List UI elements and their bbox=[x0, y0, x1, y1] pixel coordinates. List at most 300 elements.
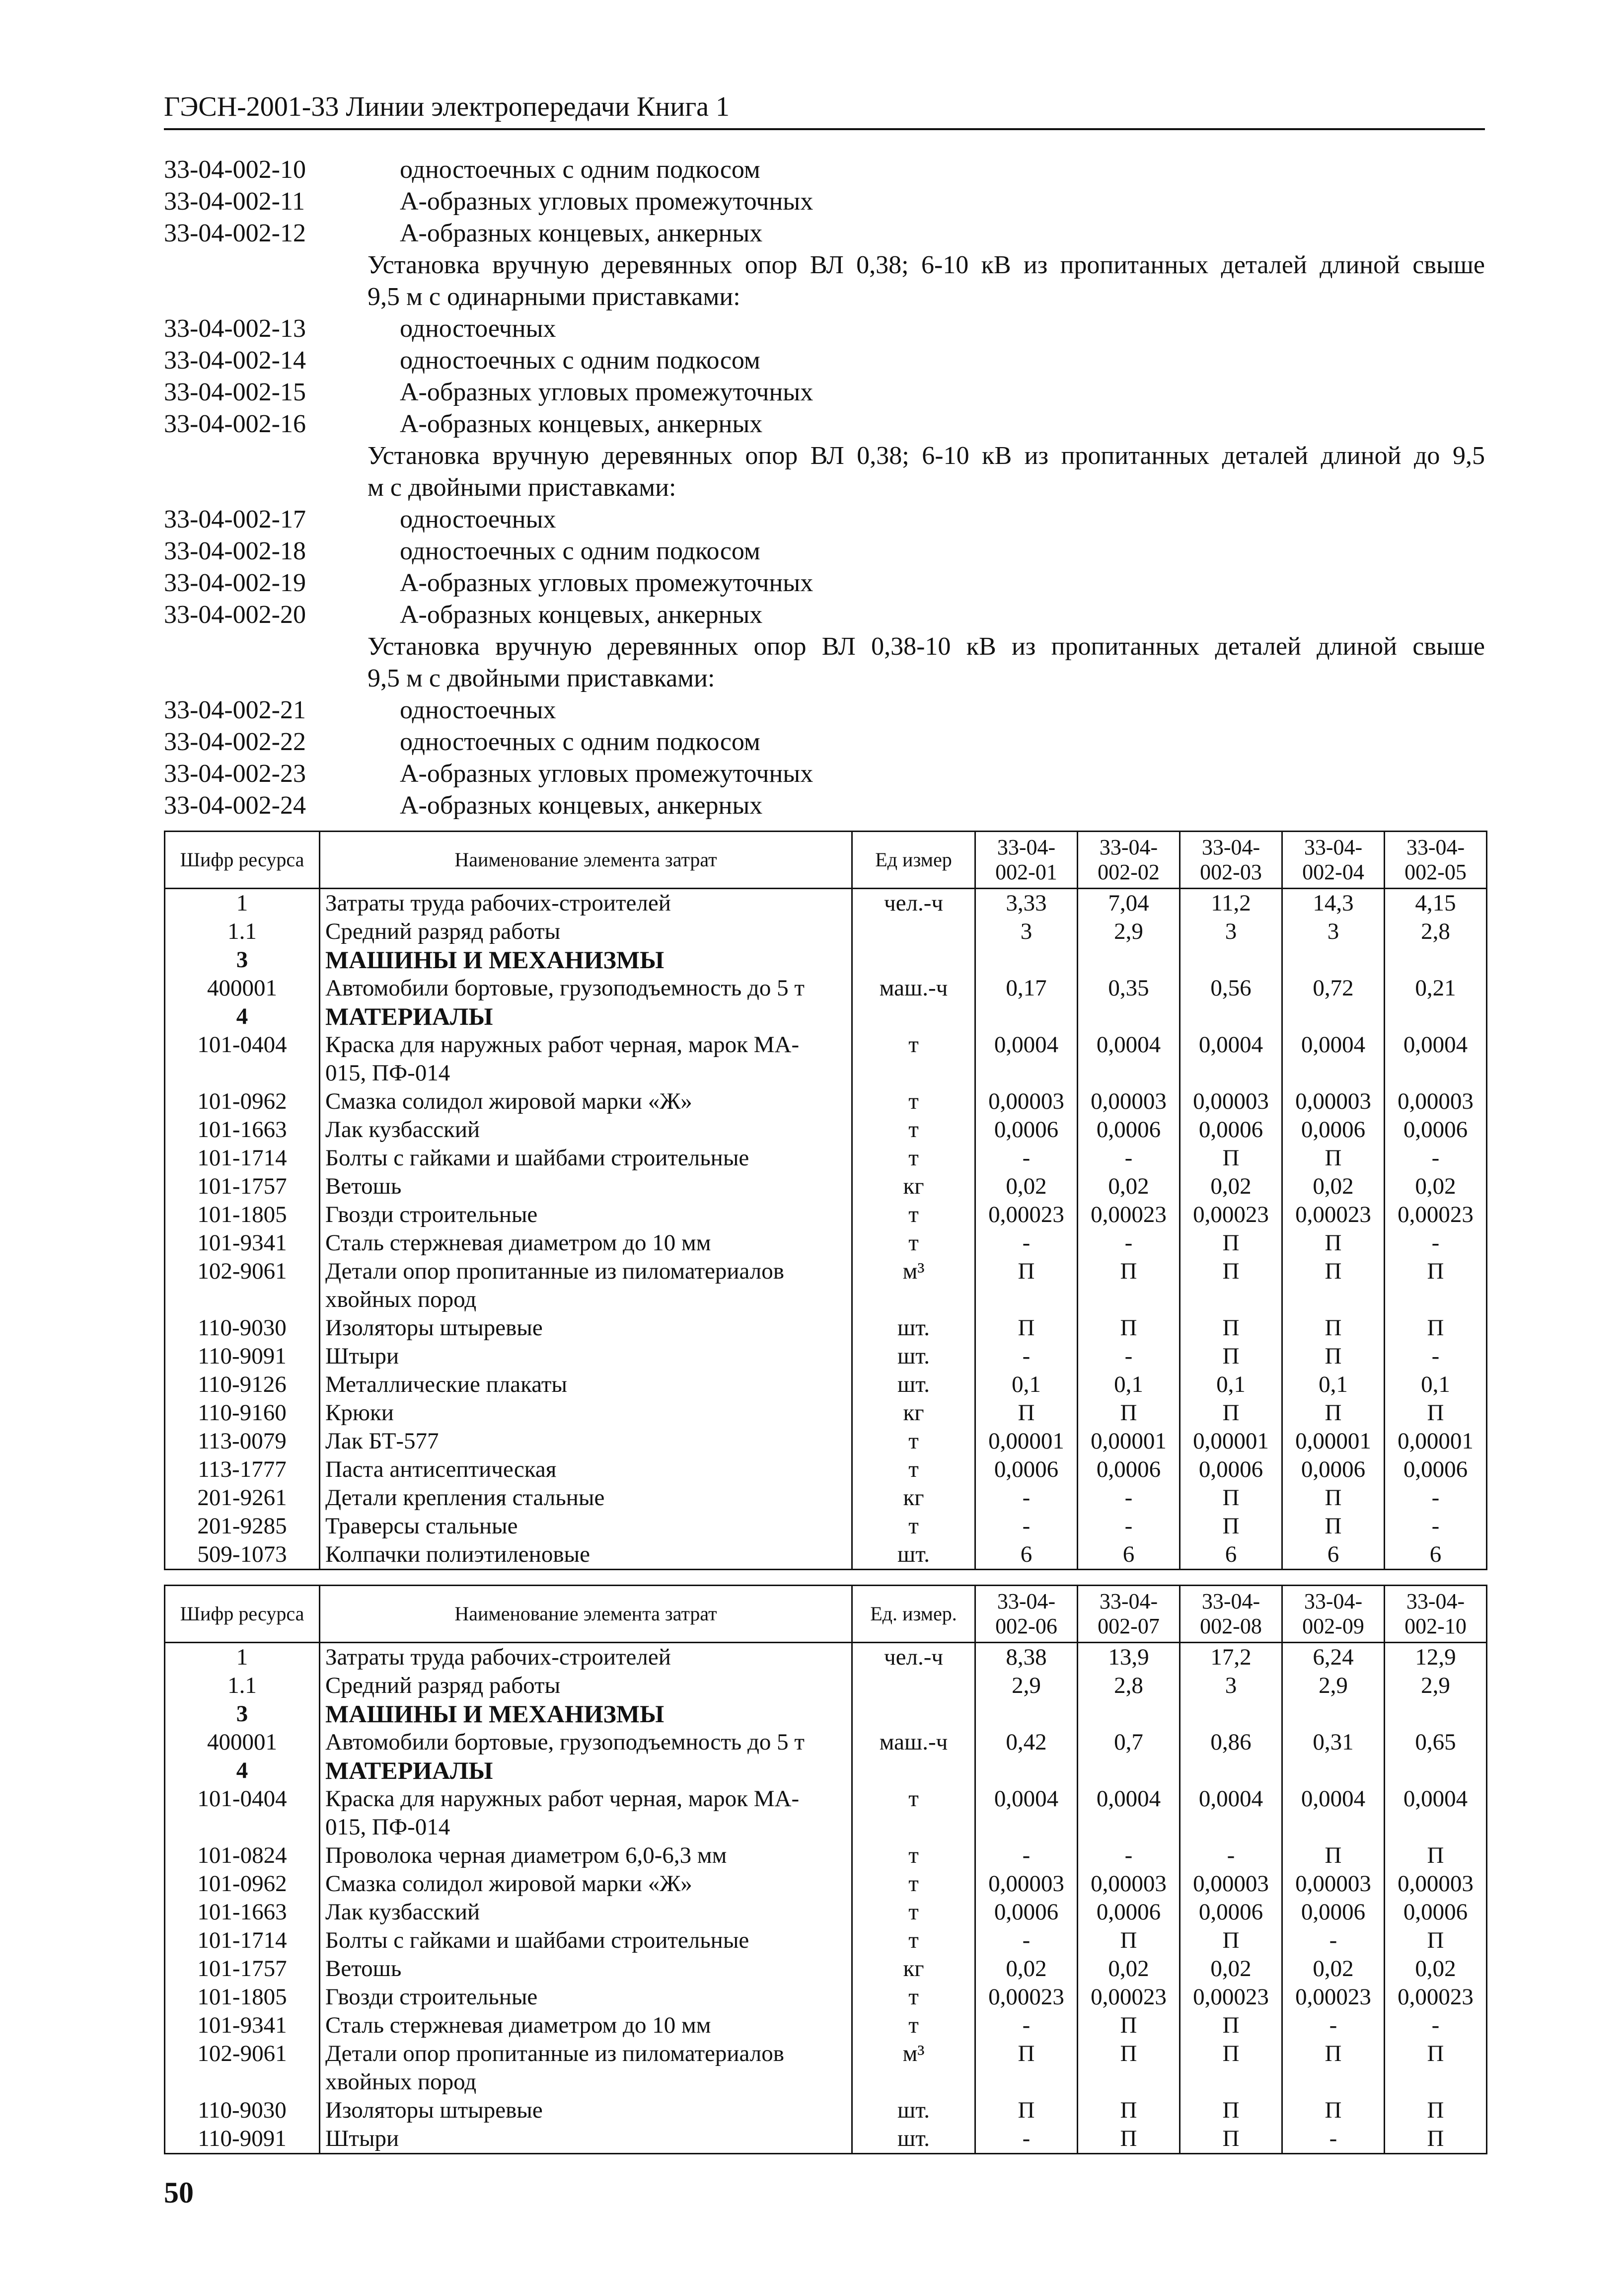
table-row bbox=[165, 1201, 1487, 1229]
value-cell: 0,02 bbox=[1385, 1955, 1487, 1983]
resource-unit: т bbox=[852, 1229, 975, 1257]
resource-code: 1.1 bbox=[165, 1672, 320, 1700]
value-cell bbox=[1282, 1700, 1385, 1728]
header-norm-column bbox=[1180, 832, 1282, 889]
value-cell: - bbox=[1385, 1229, 1487, 1257]
resource-code: 101-1757 bbox=[165, 1172, 320, 1201]
table-row bbox=[165, 1116, 1487, 1144]
value-cell: 0,0006 bbox=[1180, 1455, 1282, 1484]
value-cell: П bbox=[1282, 1314, 1385, 1342]
header-norm-column bbox=[975, 832, 1078, 889]
resource-code: 101-0404 bbox=[165, 1031, 320, 1087]
resource-name-line: Детали крепления стальные bbox=[325, 1485, 605, 1511]
norm-code: 33-04-002-24 bbox=[164, 791, 306, 820]
code-list-item bbox=[164, 726, 1485, 758]
value-cell: 0,0006 bbox=[975, 1898, 1078, 1926]
value-cell: П bbox=[1180, 1229, 1282, 1257]
header-norm-line: 002-03 bbox=[1200, 860, 1262, 884]
header-norm-column bbox=[1282, 1586, 1385, 1643]
resource-name-line: Краска для наружных работ черная, марок МА- bbox=[325, 1786, 800, 1812]
header-norm-line: 002-09 bbox=[1302, 1614, 1364, 1638]
resource-code: 110-9030 bbox=[165, 1314, 320, 1342]
value-cell: 6 bbox=[1385, 1540, 1487, 1570]
resource-name-line: Металлические плакаты bbox=[325, 1372, 567, 1397]
value-cell: П bbox=[1180, 2011, 1282, 2040]
code-list-item bbox=[164, 599, 1485, 631]
resource-code: 101-1714 bbox=[165, 1144, 320, 1172]
resource-name bbox=[320, 1926, 852, 1955]
value-cell: П bbox=[975, 2040, 1078, 2096]
value-cell: - bbox=[975, 1926, 1078, 1955]
resource-unit: кг bbox=[852, 1955, 975, 1983]
value-cell: - bbox=[975, 2125, 1078, 2154]
code-list-item bbox=[164, 504, 1485, 535]
norm-description: одностоечных с одним подкосом bbox=[400, 537, 760, 565]
value-cell: 8,38 bbox=[975, 1643, 1078, 1672]
resource-name bbox=[320, 1314, 852, 1342]
resource-name-line: Ветошь bbox=[325, 1956, 402, 1982]
section-heading bbox=[368, 631, 1485, 694]
value-cell: 12,9 bbox=[1385, 1643, 1487, 1672]
resource-name bbox=[320, 1785, 852, 1841]
code-list-item bbox=[164, 186, 1485, 218]
value-cell: 6 bbox=[1078, 1540, 1180, 1570]
resource-name bbox=[320, 1484, 852, 1512]
resource-code: 110-9030 bbox=[165, 2096, 320, 2125]
resource-name bbox=[320, 2125, 852, 2154]
resource-name bbox=[320, 1342, 852, 1371]
norm-description: А-образных угловых промежуточных bbox=[400, 760, 813, 788]
value-cell: 0,17 bbox=[975, 974, 1078, 1002]
value-cell: 0,0006 bbox=[1385, 1898, 1487, 1926]
value-cell: 0,00023 bbox=[1282, 1983, 1385, 2011]
value-cell: 0,1 bbox=[1078, 1371, 1180, 1399]
value-cell: П bbox=[1078, 2011, 1180, 2040]
value-cell: П bbox=[1180, 1484, 1282, 1512]
resource-table-2 bbox=[164, 1585, 1487, 2154]
value-cell: 0,02 bbox=[1385, 1172, 1487, 1201]
value-cell: П bbox=[1282, 1229, 1385, 1257]
value-cell bbox=[1180, 1756, 1282, 1785]
resource-code: 101-1805 bbox=[165, 1201, 320, 1229]
resource-code: 113-0079 bbox=[165, 1427, 320, 1455]
value-cell: 2,9 bbox=[1282, 1672, 1385, 1700]
value-cell: 0,0004 bbox=[1282, 1785, 1385, 1841]
header-norm-line: 33-04- bbox=[1304, 1589, 1363, 1613]
resource-name bbox=[320, 1983, 852, 2011]
header-norm-line: 002-05 bbox=[1404, 860, 1467, 884]
value-cell: 2,9 bbox=[1385, 1672, 1487, 1700]
resource-name-line: Смазка солидол жировой марки «Ж» bbox=[325, 1088, 692, 1114]
value-cell: - bbox=[1078, 1484, 1180, 1512]
resource-name-line: Ветошь bbox=[325, 1173, 402, 1199]
value-cell: 0,72 bbox=[1282, 974, 1385, 1002]
value-cell: - bbox=[1385, 1144, 1487, 1172]
value-cell: 7,04 bbox=[1078, 889, 1180, 918]
resource-unit: т bbox=[852, 1144, 975, 1172]
value-cell: П bbox=[1282, 1342, 1385, 1371]
header-norm-line: 33-04- bbox=[1201, 835, 1260, 859]
table-row bbox=[165, 1728, 1487, 1756]
section-heading bbox=[368, 440, 1485, 504]
table-row bbox=[165, 1484, 1487, 1512]
header-norm-line: 002-01 bbox=[995, 860, 1057, 884]
table-row bbox=[165, 1229, 1487, 1257]
resource-code: 110-9160 bbox=[165, 1399, 320, 1427]
table-row bbox=[165, 1002, 1487, 1031]
value-cell: 0,7 bbox=[1078, 1728, 1180, 1756]
resource-unit bbox=[852, 1002, 975, 1031]
resource-name-line: Детали опор пропитанные из пиломатериалов bbox=[325, 1258, 784, 1284]
resource-unit: кг bbox=[852, 1172, 975, 1201]
value-cell: 0,02 bbox=[1078, 1172, 1180, 1201]
resource-name-line: Средний разряд работы bbox=[325, 918, 561, 944]
resource-unit: чел.-ч bbox=[852, 1643, 975, 1672]
value-cell: 3 bbox=[1282, 917, 1385, 946]
resource-name-line: Средний разряд работы bbox=[325, 1673, 561, 1698]
resource-unit: т bbox=[852, 1898, 975, 1926]
value-cell: - bbox=[1078, 1342, 1180, 1371]
section-heading-line: Установка вручную деревянных опор ВЛ 0,38-10 кВ из пропитанных деталей длиной свыше bbox=[368, 632, 1485, 661]
header-norm-line: 33-04- bbox=[1304, 835, 1363, 859]
value-cell: П bbox=[975, 2096, 1078, 2125]
resource-unit: т bbox=[852, 1785, 975, 1841]
value-cell: П bbox=[1180, 1399, 1282, 1427]
resource-name bbox=[320, 1512, 852, 1540]
resource-code: 201-9261 bbox=[165, 1484, 320, 1512]
resource-code: 1.1 bbox=[165, 917, 320, 946]
value-cell: 0,00001 bbox=[1180, 1427, 1282, 1455]
value-cell: 0,00003 bbox=[1180, 1087, 1282, 1116]
resource-code: 101-1714 bbox=[165, 1926, 320, 1955]
value-cell: П bbox=[1385, 1314, 1487, 1342]
resource-name-line: Проволока черная диаметром 6,0-6,3 мм bbox=[325, 1842, 727, 1868]
header-norm-column bbox=[1078, 1586, 1180, 1643]
value-cell: 0,1 bbox=[1385, 1371, 1487, 1399]
value-cell: 0,00023 bbox=[1078, 1201, 1180, 1229]
resource-name bbox=[320, 917, 852, 946]
value-cell bbox=[1282, 946, 1385, 974]
resource-name-line: Сталь стержневая диаметром до 10 мм bbox=[325, 1230, 711, 1256]
resource-name bbox=[320, 1643, 852, 1672]
resource-name bbox=[320, 1144, 852, 1172]
value-cell: 0,00003 bbox=[1282, 1870, 1385, 1898]
table-row bbox=[165, 1144, 1487, 1172]
norm-description: А-образных угловых промежуточных bbox=[400, 378, 813, 406]
resource-name bbox=[320, 2040, 852, 2096]
resource-code: 4 bbox=[165, 1756, 320, 1785]
resource-unit: т bbox=[852, 2011, 975, 2040]
table-row bbox=[165, 1926, 1487, 1955]
resource-unit bbox=[852, 1700, 975, 1728]
table-row bbox=[165, 1785, 1487, 1841]
value-cell: 0,00023 bbox=[1385, 1201, 1487, 1229]
value-cell: 0,0006 bbox=[1078, 1116, 1180, 1144]
header-norm-line: 33-04- bbox=[997, 835, 1056, 859]
value-cell: - bbox=[1282, 2011, 1385, 2040]
value-cell: 2,9 bbox=[1078, 917, 1180, 946]
resource-unit: кг bbox=[852, 1484, 975, 1512]
page-header-title: ГЭСН-2001-33 Линии электропередачи Книга 1 bbox=[164, 91, 730, 122]
resource-name-line: Болты с гайками и шайбами строительные bbox=[325, 1927, 749, 1953]
header-norm-column bbox=[1282, 832, 1385, 889]
value-cell: П bbox=[1180, 1512, 1282, 1540]
resource-code: 400001 bbox=[165, 1728, 320, 1756]
value-cell: 11,2 bbox=[1180, 889, 1282, 918]
value-cell: 0,00023 bbox=[1180, 1201, 1282, 1229]
header-norm-column bbox=[1385, 832, 1487, 889]
code-list-item bbox=[164, 313, 1485, 345]
value-cell: 0,0006 bbox=[1282, 1455, 1385, 1484]
value-cell: - bbox=[1385, 1342, 1487, 1371]
table-row bbox=[165, 1257, 1487, 1314]
norm-description: одностоечных bbox=[400, 696, 556, 724]
norm-code: 33-04-002-11 bbox=[164, 187, 305, 216]
table-row bbox=[165, 1314, 1487, 1342]
norm-code: 33-04-002-18 bbox=[164, 537, 306, 565]
resource-unit: м³ bbox=[852, 1257, 975, 1314]
value-cell: П bbox=[1282, 1841, 1385, 1870]
table-row bbox=[165, 1700, 1487, 1728]
value-cell: 0,56 bbox=[1180, 974, 1282, 1002]
value-cell: П bbox=[1078, 1926, 1180, 1955]
section-heading-line: 9,5 м с двойными приставками: bbox=[368, 664, 715, 692]
value-cell: - bbox=[1385, 2011, 1487, 2040]
code-list-item bbox=[164, 758, 1485, 790]
value-cell: 0,0004 bbox=[1078, 1785, 1180, 1841]
table-row bbox=[165, 1455, 1487, 1484]
value-cell bbox=[975, 1002, 1078, 1031]
resource-code: 101-0404 bbox=[165, 1785, 320, 1841]
value-cell: 0,02 bbox=[1180, 1172, 1282, 1201]
value-cell: П bbox=[975, 1257, 1078, 1314]
value-cell: 6 bbox=[975, 1540, 1078, 1570]
value-cell: - bbox=[1078, 1144, 1180, 1172]
resource-name-line: Автомобили бортовые, грузоподъемность до 5 т bbox=[325, 975, 805, 1001]
section-heading-line: м с двойными приставками: bbox=[368, 473, 676, 502]
resource-name bbox=[320, 1002, 852, 1031]
header-norm-line: 002-02 bbox=[1098, 860, 1160, 884]
resource-name-line: Лак кузбасский bbox=[325, 1117, 480, 1143]
value-cell: 0,1 bbox=[1180, 1371, 1282, 1399]
resource-name-line: Штыри bbox=[325, 1343, 399, 1369]
resource-unit: шт. bbox=[852, 2096, 975, 2125]
norm-description: одностоечных bbox=[400, 314, 556, 343]
resource-name bbox=[320, 1955, 852, 1983]
value-cell: 0,00023 bbox=[975, 1983, 1078, 2011]
table-row bbox=[165, 1841, 1487, 1870]
value-cell bbox=[975, 946, 1078, 974]
resource-name bbox=[320, 1229, 852, 1257]
value-cell: 0,00003 bbox=[1385, 1087, 1487, 1116]
value-cell: П bbox=[1078, 2096, 1180, 2125]
resource-name-line: МАТЕРИАЛЫ bbox=[325, 1002, 493, 1030]
resource-code: 101-0962 bbox=[165, 1870, 320, 1898]
resource-code: 110-9091 bbox=[165, 2125, 320, 2154]
header-norm-line: 33-04- bbox=[1099, 835, 1158, 859]
value-cell: 2,8 bbox=[1078, 1672, 1180, 1700]
resource-code: 509-1073 bbox=[165, 1540, 320, 1570]
resource-unit: т bbox=[852, 1512, 975, 1540]
value-cell: 4,15 bbox=[1385, 889, 1487, 918]
norm-code: 33-04-002-10 bbox=[164, 155, 306, 184]
resource-name-line: Крюки bbox=[325, 1400, 394, 1426]
value-cell bbox=[1180, 946, 1282, 974]
value-cell: 0,86 bbox=[1180, 1728, 1282, 1756]
value-cell: 0,02 bbox=[1180, 1955, 1282, 1983]
value-cell: 0,0004 bbox=[1180, 1031, 1282, 1087]
resource-code: 101-1757 bbox=[165, 1955, 320, 1983]
code-list-item bbox=[164, 567, 1485, 599]
norm-description: одностоечных bbox=[400, 505, 556, 534]
resource-name-line: Гвозди строительные bbox=[325, 1202, 538, 1227]
resource-name-line: Траверсы стальные bbox=[325, 1513, 518, 1539]
value-cell: - bbox=[975, 1841, 1078, 1870]
code-list-item bbox=[164, 790, 1485, 822]
header-norm-line: 002-06 bbox=[995, 1614, 1057, 1638]
resource-unit bbox=[852, 946, 975, 974]
table-row bbox=[165, 1399, 1487, 1427]
value-cell: 0,00023 bbox=[975, 1201, 1078, 1229]
value-cell: 0,0004 bbox=[1180, 1785, 1282, 1841]
value-cell: 14,3 bbox=[1282, 889, 1385, 918]
value-cell: П bbox=[1282, 1484, 1385, 1512]
resource-name bbox=[320, 1841, 852, 1870]
value-cell: П bbox=[1282, 2096, 1385, 2125]
code-list-item bbox=[164, 154, 1485, 186]
table-row bbox=[165, 889, 1487, 918]
norm-description: А-образных концевых, анкерных bbox=[400, 601, 763, 629]
value-cell: 0,00003 bbox=[975, 1087, 1078, 1116]
header-norm-line: 002-10 bbox=[1404, 1614, 1467, 1638]
table-row bbox=[165, 1087, 1487, 1116]
value-cell: 0,0006 bbox=[975, 1116, 1078, 1144]
resource-unit: т bbox=[852, 1841, 975, 1870]
value-cell: 0,00001 bbox=[1282, 1427, 1385, 1455]
value-cell: П bbox=[1385, 1841, 1487, 1870]
resource-code: 101-1805 bbox=[165, 1983, 320, 2011]
resource-name bbox=[320, 2096, 852, 2125]
value-cell: 0,00003 bbox=[1078, 1870, 1180, 1898]
code-list bbox=[164, 154, 1485, 822]
header-norm-column bbox=[1078, 832, 1180, 889]
header-unit: Ед измер bbox=[852, 832, 975, 889]
norm-code: 33-04-002-23 bbox=[164, 760, 306, 788]
header-norm-line: 002-04 bbox=[1302, 860, 1364, 884]
value-cell: П bbox=[1078, 2125, 1180, 2154]
value-cell: 3 bbox=[1180, 1672, 1282, 1700]
resource-unit: маш.-ч bbox=[852, 974, 975, 1002]
header-norm-line: 33-04- bbox=[1406, 835, 1465, 859]
resource-table-1 bbox=[164, 831, 1487, 1570]
value-cell: 0,0004 bbox=[1078, 1031, 1180, 1087]
value-cell: - bbox=[1385, 1484, 1487, 1512]
resource-code: 102-9061 bbox=[165, 2040, 320, 2096]
norm-description: А-образных угловых промежуточных bbox=[400, 187, 813, 216]
value-cell: П bbox=[1180, 1314, 1282, 1342]
value-cell: 0,02 bbox=[1282, 1172, 1385, 1201]
value-cell bbox=[1078, 1700, 1180, 1728]
resource-name bbox=[320, 1031, 852, 1087]
value-cell: 0,0004 bbox=[1282, 1031, 1385, 1087]
value-cell: 0,1 bbox=[1282, 1371, 1385, 1399]
resource-code: 110-9126 bbox=[165, 1371, 320, 1399]
resource-name bbox=[320, 1540, 852, 1570]
resource-name-line: Колпачки полиэтиленовые bbox=[325, 1541, 590, 1567]
value-cell: П bbox=[1385, 1399, 1487, 1427]
resource-unit: шт. bbox=[852, 1314, 975, 1342]
resource-unit: т bbox=[852, 1870, 975, 1898]
value-cell: 0,00001 bbox=[1385, 1427, 1487, 1455]
resource-name-line: хвойных пород bbox=[325, 2069, 477, 2095]
resource-code: 101-1663 bbox=[165, 1898, 320, 1926]
resource-unit: т bbox=[852, 1116, 975, 1144]
resource-unit: кг bbox=[852, 1399, 975, 1427]
norm-code: 33-04-002-22 bbox=[164, 728, 306, 756]
norm-code: 33-04-002-17 bbox=[164, 505, 306, 534]
value-cell: 0,0006 bbox=[1282, 1116, 1385, 1144]
value-cell: 0,00003 bbox=[1078, 1087, 1180, 1116]
value-cell: 0,0004 bbox=[1385, 1031, 1487, 1087]
table-row bbox=[165, 1672, 1487, 1700]
value-cell: 0,65 bbox=[1385, 1728, 1487, 1756]
norm-description: одностоечных с одним подкосом bbox=[400, 728, 760, 756]
value-cell bbox=[975, 1700, 1078, 1728]
page-header bbox=[164, 89, 1485, 130]
resource-unit: т bbox=[852, 1427, 975, 1455]
resource-name-line: Автомобили бортовые, грузоподъемность до 5 т bbox=[325, 1729, 805, 1755]
code-list-item bbox=[164, 218, 1485, 249]
code-list-item bbox=[164, 535, 1485, 567]
header-name: Наименование элемента затрат bbox=[320, 1586, 852, 1643]
resource-name-line: Сталь стержневая диаметром до 10 мм bbox=[325, 2012, 711, 2038]
table-row bbox=[165, 1955, 1487, 1983]
header-norm-line: 002-08 bbox=[1200, 1614, 1262, 1638]
resource-name-line: Гвозди строительные bbox=[325, 1984, 538, 2010]
code-list-item bbox=[164, 345, 1485, 377]
value-cell: 0,31 bbox=[1282, 1728, 1385, 1756]
value-cell: 0,21 bbox=[1385, 974, 1487, 1002]
value-cell: 0,00003 bbox=[975, 1870, 1078, 1898]
value-cell: 0,0006 bbox=[1180, 1116, 1282, 1144]
value-cell: П bbox=[1385, 1257, 1487, 1314]
value-cell: 0,02 bbox=[1282, 1955, 1385, 1983]
header-norm-line: 002-07 bbox=[1098, 1614, 1160, 1638]
value-cell: П bbox=[1282, 1257, 1385, 1314]
header-name: Наименование элемента затрат bbox=[320, 832, 852, 889]
code-list-item bbox=[164, 377, 1485, 408]
value-cell: 0,00023 bbox=[1282, 1201, 1385, 1229]
norm-description: А-образных концевых, анкерных bbox=[400, 791, 763, 820]
table-row bbox=[165, 1371, 1487, 1399]
value-cell: П bbox=[1180, 2125, 1282, 2154]
table-row bbox=[165, 974, 1487, 1002]
value-cell bbox=[1282, 1756, 1385, 1785]
value-cell bbox=[1180, 1002, 1282, 1031]
value-cell: П bbox=[1180, 2096, 1282, 2125]
value-cell: - bbox=[1385, 1512, 1487, 1540]
resource-name-line: Затраты труда рабочих-строителей bbox=[325, 1644, 671, 1670]
resource-code: 400001 bbox=[165, 974, 320, 1002]
resource-unit bbox=[852, 1672, 975, 1700]
norm-code: 33-04-002-16 bbox=[164, 410, 306, 438]
resource-name-line: МАШИНЫ И МЕХАНИЗМЫ bbox=[325, 946, 664, 974]
value-cell bbox=[1180, 1700, 1282, 1728]
header-norm-column bbox=[1385, 1586, 1487, 1643]
value-cell: 0,00003 bbox=[1282, 1087, 1385, 1116]
resource-unit: шт. bbox=[852, 2125, 975, 2154]
value-cell: - bbox=[1180, 1841, 1282, 1870]
